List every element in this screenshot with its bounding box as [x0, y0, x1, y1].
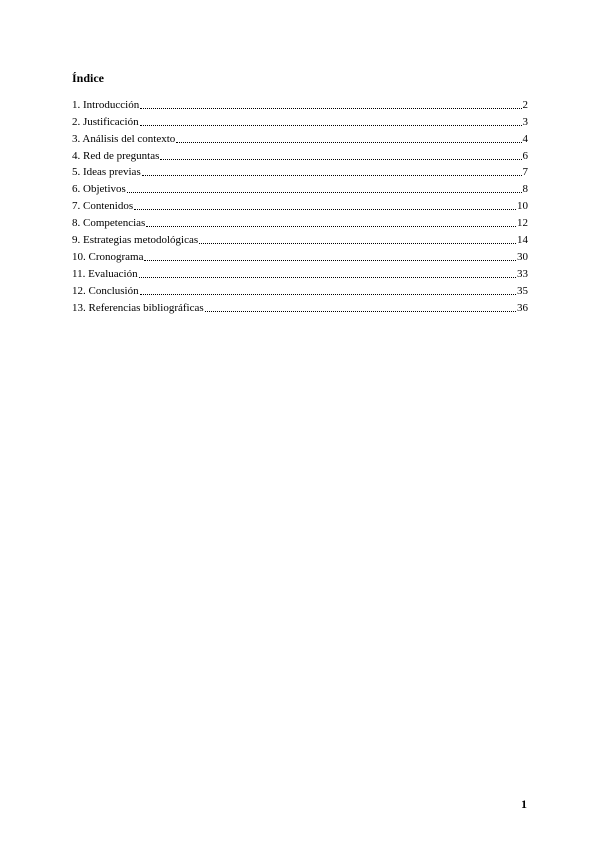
- dot-leader: [144, 259, 516, 261]
- toc-entry-referencias-bibliograficas[interactable]: [72, 298, 528, 315]
- toc-entry-ideas-previas[interactable]: [72, 163, 528, 180]
- dot-leader: [127, 191, 522, 193]
- toc-entry-page: 4: [522, 132, 528, 145]
- dot-leader: [134, 208, 516, 210]
- toc-entry-label: 8. Competencias: [72, 217, 146, 230]
- toc-entry-label: 5. Ideas previas: [72, 166, 141, 179]
- toc-entry-red-de-preguntas[interactable]: [72, 146, 528, 163]
- dot-leader: [140, 124, 522, 126]
- toc-entry-page: 33: [517, 267, 528, 280]
- toc-entry-cronograma[interactable]: [72, 247, 528, 264]
- toc-entry-label: 1. Introducción: [72, 98, 140, 111]
- toc-entry-page: 8: [522, 183, 528, 196]
- toc-entry-label: 2. Justificación: [72, 115, 139, 128]
- toc-entry-label: 11. Evaluación: [72, 267, 138, 280]
- toc-entry-page: 14: [517, 234, 528, 247]
- toc-entry-page: 30: [517, 250, 528, 263]
- toc-entry-page: 7: [522, 166, 528, 179]
- toc-entry-label: 6. Objetivos: [72, 183, 126, 196]
- dot-leader: [140, 293, 516, 295]
- toc-entry-page: 3: [522, 115, 528, 128]
- dot-leader: [139, 276, 516, 278]
- toc-entry-label: 13. Referencias bibliográficas: [72, 301, 204, 314]
- toc-entry-estrategias-metodologicas[interactable]: [72, 230, 528, 247]
- toc-entry-competencias[interactable]: [72, 213, 528, 230]
- dot-leader: [142, 174, 522, 176]
- dot-leader: [160, 158, 521, 160]
- toc-entry-introduccion[interactable]: [72, 95, 528, 112]
- toc-entry-label: 7. Contenidos: [72, 200, 134, 213]
- toc-entry-page: 35: [517, 284, 528, 297]
- toc-entry-label: 10. Cronograma: [72, 250, 144, 263]
- page-title: Índice: [72, 71, 105, 85]
- toc-entry-page: 2: [522, 98, 528, 111]
- dot-leader: [176, 141, 521, 143]
- toc-entry-analisis-del-contexto[interactable]: [72, 129, 528, 146]
- page-number: 1: [521, 797, 527, 811]
- toc-entry-evaluacion[interactable]: [72, 264, 528, 281]
- dot-leader: [140, 107, 521, 109]
- toc-entry-page: 10: [517, 200, 528, 213]
- toc-entry-label: 3. Análisis del contexto: [72, 132, 176, 145]
- toc-entry-label: 4. Red de preguntas: [72, 149, 160, 162]
- toc-entry-label: 9. Estrategias metodológicas: [72, 234, 199, 247]
- dot-leader: [199, 242, 516, 244]
- toc-entry-justificacion[interactable]: [72, 112, 528, 129]
- table-of-contents: [72, 95, 528, 315]
- toc-entry-page: 12: [517, 217, 528, 230]
- toc-entry-page: 36: [517, 301, 528, 314]
- toc-entry-label: 12. Conclusión: [72, 284, 139, 297]
- dot-leader: [146, 225, 516, 227]
- toc-entry-objetivos[interactable]: [72, 179, 528, 196]
- dot-leader: [205, 310, 516, 312]
- toc-entry-page: 6: [522, 149, 528, 162]
- toc-entry-conclusion[interactable]: [72, 281, 528, 298]
- toc-entry-contenidos[interactable]: [72, 196, 528, 213]
